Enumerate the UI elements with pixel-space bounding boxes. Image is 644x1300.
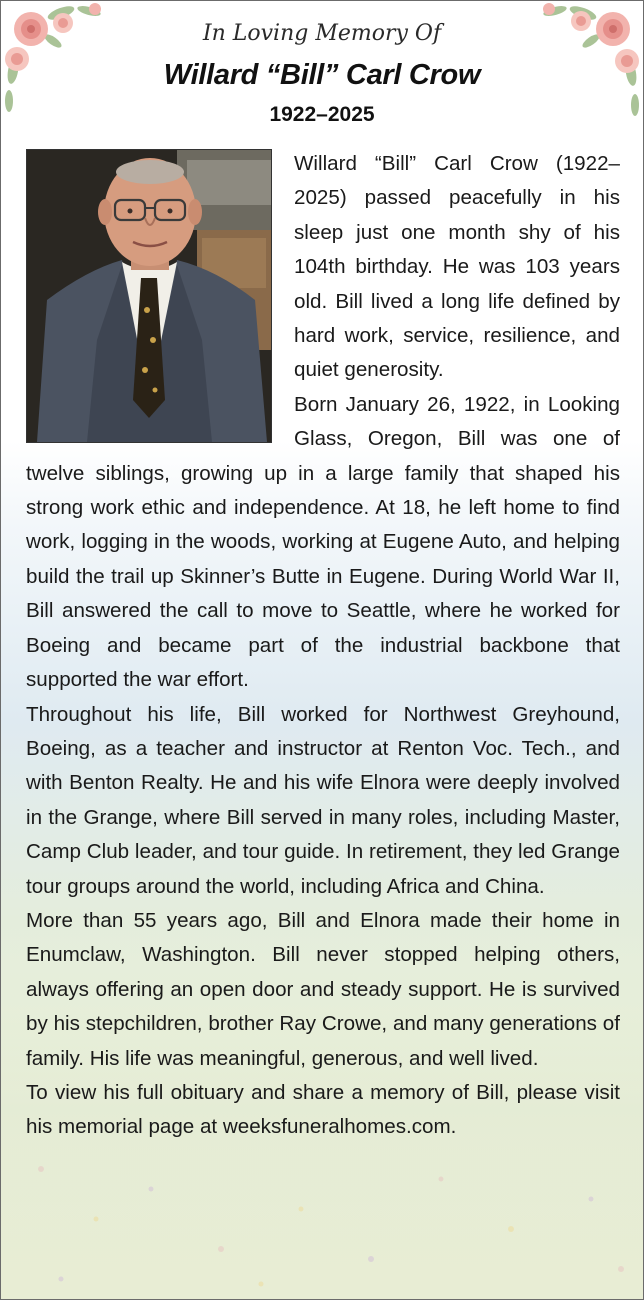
paragraph-career: Throughout his life, Bill worked for Northwest Greyhound, Boeing, as a teacher and instructor at Renton Voc. Tech., and with Benton Realty. He and his wife Elnora were deeply involved in the Grange, where Bill served in many roles, including Master, Camp Club leader, and tour guide. In retirement, they led Grange tour groups around the world, including Africa and China. <box>26 702 620 898</box>
life-years: 1922–2025 <box>269 103 375 126</box>
paragraph-intro: Willard “Bill” Carl Crow (1922–2025) passed peacefully in his sleep just one month shy of his 104th birthday. He was 103 years old. Bill lived a long life defined by hard work, service, resilience, and quiet generosity. <box>294 152 620 382</box>
obituary-body <box>26 147 620 1145</box>
paragraph-early-life: Born January 26, 1922, in Looking Glass, Oregon, Bill was one of twelve siblings, growing up in a large family that shaped his strong work ethic and independence. At 18, he left home to find work, logging in the woods, working at Eugene Auto, and helping build the trail up Skinner’s Butte in Eugene. During World War II, Bill answered the call to move to Seattle, where he worked for Boeing and became part of the industrial backbone that supported the war effort. <box>26 392 620 692</box>
paragraph-memorial-link: To view his full obituary and share a memory of Bill, please visit his memorial page at weeksfuneralhomes.com. <box>26 1080 620 1139</box>
memorial-heading: In Loving Memory Of <box>202 21 442 46</box>
paragraph-family: More than 55 years ago, Bill and Elnora made their home in Enumclaw, Washington. Bill never stopped helping others, always offering an open door and steady support. He is survived by his stepchildren, brother Ray Crowe, and many generations of family. His life was meaningful, generous, and well lived. <box>26 908 620 1070</box>
deceased-name: Willard “Bill” Carl Crow <box>163 59 481 91</box>
photo-spacer <box>26 147 294 433</box>
